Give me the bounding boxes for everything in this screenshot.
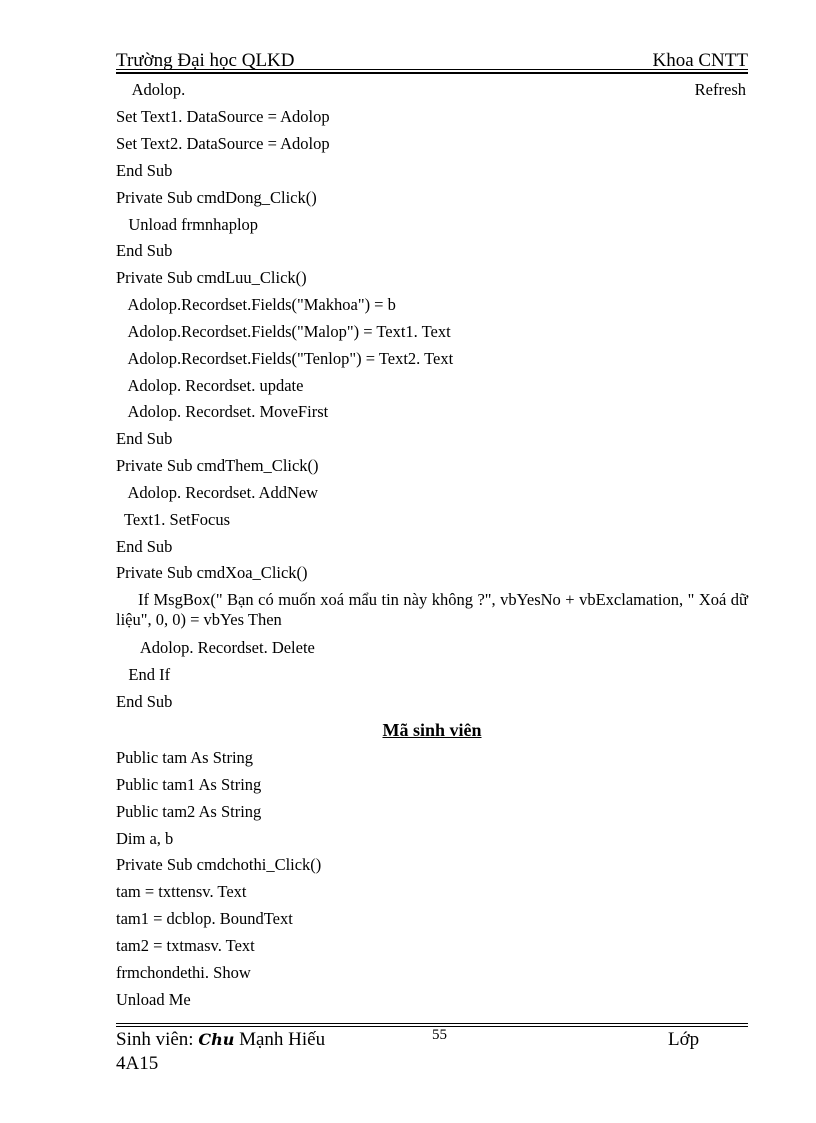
header-university: Trường Đại học QLKD bbox=[116, 50, 295, 71]
page-header bbox=[116, 50, 748, 72]
code-line: Public tam2 As String bbox=[116, 802, 262, 821]
header-rule-thick bbox=[116, 72, 748, 74]
section-title-text: Mã sinh viên bbox=[382, 720, 482, 740]
code-line: End Sub bbox=[116, 241, 173, 260]
code-line: tam1 = dcblop. BoundText bbox=[116, 909, 293, 928]
student-name: Mạnh Hiếu bbox=[239, 1029, 326, 1050]
code-line-adolop: Adolop. bbox=[116, 80, 186, 99]
student-signature: Chu bbox=[198, 1030, 235, 1049]
footer-student bbox=[116, 1029, 325, 1051]
code-refresh: Refresh bbox=[694, 80, 746, 99]
code-line: Unload frmnhaplop bbox=[116, 215, 259, 234]
code-line: Private Sub cmdLuu_Click() bbox=[116, 268, 307, 287]
code-line: Adolop.Recordset.Fields("Makhoa") = b bbox=[116, 295, 396, 314]
code-line: Public tam As String bbox=[116, 748, 254, 767]
header-faculty: Khoa CNTT bbox=[652, 50, 748, 71]
code-line: End Sub bbox=[116, 429, 173, 448]
footer-rule bbox=[116, 1023, 748, 1024]
code-line: Private Sub cmdchothi_Click() bbox=[116, 855, 322, 874]
code-line: Adolop. Recordset. Delete bbox=[116, 638, 315, 657]
code-line: End Sub bbox=[116, 161, 173, 180]
code-line: End Sub bbox=[116, 692, 173, 711]
page-number: 55 bbox=[432, 1027, 447, 1043]
student-label: Sinh viên: bbox=[116, 1029, 194, 1050]
code-line: Dim a, b bbox=[116, 829, 174, 848]
code-line: Set Text2. DataSource = Adolop bbox=[116, 134, 330, 153]
code-line: tam2 = txtmasv. Text bbox=[116, 936, 255, 955]
code-line: tam = txttensv. Text bbox=[116, 882, 247, 901]
code-line: End If bbox=[116, 665, 171, 684]
code-line: End Sub bbox=[116, 537, 173, 556]
code-line: Text1. SetFocus bbox=[116, 510, 231, 529]
code-line: Private Sub cmdDong_Click() bbox=[116, 188, 317, 207]
code-line: Adolop.Recordset.Fields("Tenlop") = Text2. Text bbox=[116, 349, 454, 368]
code-line: Adolop. Recordset. MoveFirst bbox=[116, 402, 329, 421]
code-line: Private Sub cmdXoa_Click() bbox=[116, 563, 308, 582]
class-value: 4A15 bbox=[116, 1053, 159, 1074]
code-line: Adolop. Recordset. update bbox=[116, 376, 304, 395]
code-line: Adolop.Recordset.Fields("Malop") = Text1. Text bbox=[116, 322, 451, 341]
class-label: Lớp bbox=[668, 1029, 700, 1050]
code-line: Public tam1 As String bbox=[116, 775, 262, 794]
code-line: Adolop. Recordset. AddNew bbox=[116, 483, 319, 502]
header-rule bbox=[116, 69, 748, 70]
code-line: Private Sub cmdThem_Click() bbox=[116, 456, 319, 475]
code-line-msgbox: If MsgBox(" Bạn có muốn xoá mẩu tin này không ?", vbYesNo + vbExclamation, " Xoá dữ liệu", 0, 0) = vbYes Then bbox=[116, 590, 748, 629]
section-title bbox=[116, 720, 748, 741]
code-line: Unload Me bbox=[116, 990, 191, 1009]
code-line: Set Text1. DataSource = Adolop bbox=[116, 107, 330, 126]
code-line: frmchondethi. Show bbox=[116, 963, 251, 982]
